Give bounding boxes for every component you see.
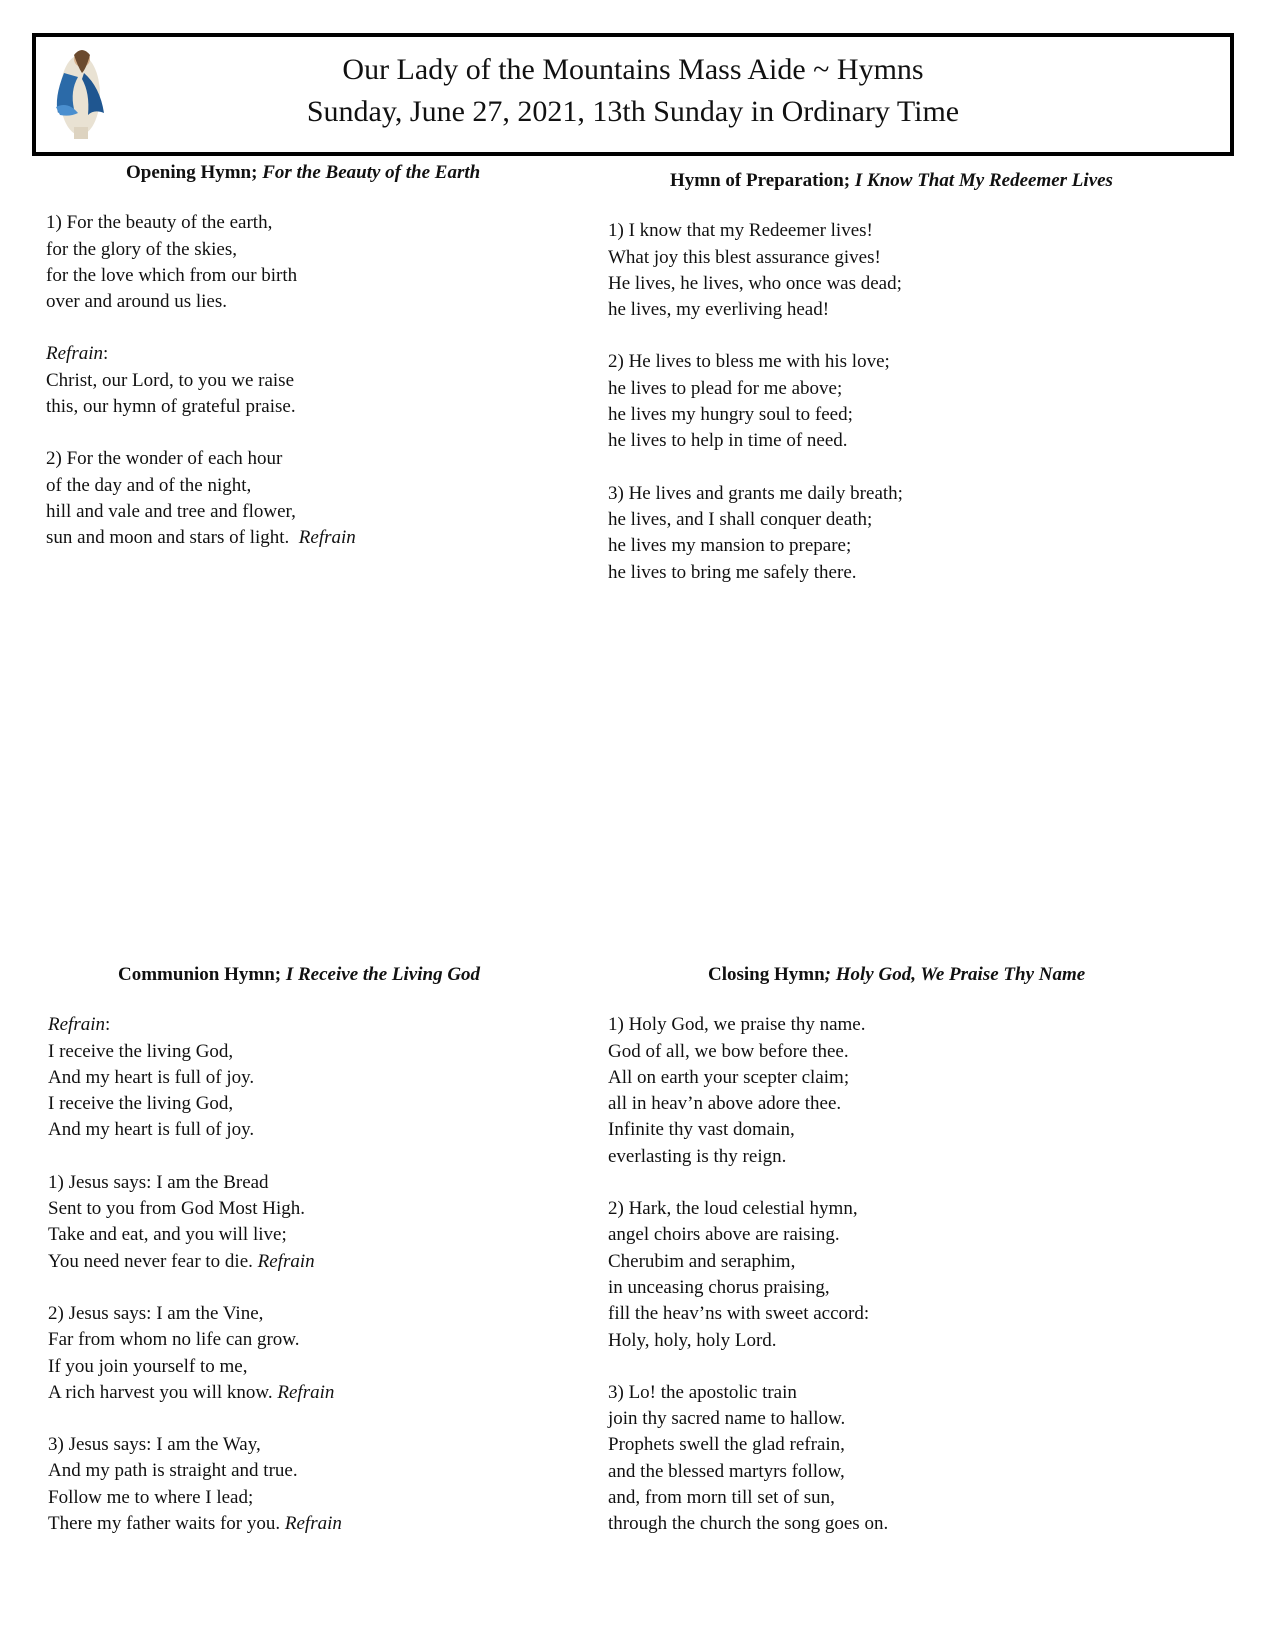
verse-line bbox=[48, 1380, 480, 1406]
refrain-colon: : bbox=[103, 343, 109, 365]
heading-label: Opening Hymn; bbox=[126, 162, 258, 183]
verse-line: 1) For the beauty of the earth, bbox=[46, 212, 273, 234]
heading-label: Communion Hymn; bbox=[118, 964, 282, 985]
verse-line: and the blessed martyrs follow, bbox=[608, 1460, 845, 1482]
refrain-tag: Refrain bbox=[284, 1513, 342, 1535]
verse-line: I receive the living God, bbox=[48, 1040, 234, 1062]
title-line-2: Sunday, June 27, 2021, 13th Sunday in Ordinary Time bbox=[306, 95, 960, 128]
verse-line: Christ, our Lord, to you we raise bbox=[46, 369, 295, 391]
refrain-tag: Refrain bbox=[257, 1250, 315, 1272]
verse-line: 2) He lives to bless me with his love; bbox=[608, 351, 890, 373]
verse-line: 3) Jesus says: I am the Way, bbox=[48, 1434, 261, 1456]
verse-line: join thy sacred name to hallow. bbox=[608, 1408, 846, 1430]
verse-line: Far from whom no life can grow. bbox=[48, 1329, 300, 1351]
verse-line: Cherubim and seraphim, bbox=[608, 1250, 796, 1272]
verse-3 bbox=[608, 1380, 1085, 1538]
refrain-label bbox=[46, 341, 480, 367]
verse-line: for the glory of the skies, bbox=[46, 238, 238, 260]
verse-line: I receive the living God, bbox=[48, 1093, 234, 1115]
verse-line: Sent to you from God Most High. bbox=[48, 1198, 306, 1220]
verse-text: There my father waits for you. bbox=[48, 1513, 281, 1535]
verse-line: 1) Jesus says: I am the Bread bbox=[48, 1171, 269, 1193]
verse-line: he lives to plead for me above; bbox=[608, 377, 843, 399]
verse-line: for the love which from our birth bbox=[46, 264, 298, 286]
verse-line: 1) I know that my Redeemer lives! bbox=[608, 220, 873, 242]
verse-line: over and around us lies. bbox=[46, 291, 227, 313]
heading-semicolon: ; bbox=[824, 964, 831, 985]
communion-hymn-heading bbox=[48, 962, 480, 988]
refrain-tag: Refrain bbox=[277, 1381, 335, 1403]
verse-line: of the day and of the night, bbox=[46, 474, 252, 496]
verse-line bbox=[46, 525, 480, 551]
closing-hymn-heading bbox=[608, 962, 1085, 988]
verse-line: Follow me to where I lead; bbox=[48, 1486, 254, 1508]
refrain bbox=[46, 341, 480, 420]
verse-2 bbox=[608, 349, 1113, 454]
refrain-word: Refrain bbox=[48, 1014, 105, 1036]
heading-label: Closing Hymn bbox=[708, 964, 825, 985]
verse-1 bbox=[608, 218, 1113, 323]
verse-line: 2) For the wonder of each hour bbox=[46, 448, 283, 470]
preparation-hymn bbox=[608, 168, 1113, 612]
verse-line: this, our hymn of grateful praise. bbox=[46, 396, 296, 418]
verse-line: through the church the song goes on. bbox=[608, 1513, 889, 1535]
verse-line: If you join yourself to me, bbox=[48, 1355, 248, 1377]
hymn-title: I Know That My Redeemer Lives bbox=[854, 170, 1113, 191]
verse-line bbox=[48, 1249, 480, 1275]
verse-line: Prophets swell the glad refrain, bbox=[608, 1434, 845, 1456]
verse-text: sun and moon and stars of light. bbox=[46, 527, 290, 549]
verse-1 bbox=[46, 210, 480, 315]
verse-line: And my heart is full of joy. bbox=[48, 1066, 255, 1088]
header-box bbox=[32, 33, 1234, 156]
refrain bbox=[48, 1012, 480, 1143]
verse-line: Take and eat, and you will live; bbox=[48, 1224, 287, 1246]
verse-line: everlasting is thy reign. bbox=[608, 1145, 787, 1167]
verse-1 bbox=[608, 1012, 1085, 1170]
verse-line: All on earth your scepter claim; bbox=[608, 1066, 850, 1088]
verse-line bbox=[48, 1511, 480, 1537]
verse-line: he lives, my everliving head! bbox=[608, 299, 830, 321]
verse-line: And my path is straight and true. bbox=[48, 1460, 298, 1482]
refrain-tag: Refrain bbox=[298, 527, 356, 549]
communion-hymn bbox=[48, 962, 480, 1563]
hymn-title: For the Beauty of the Earth bbox=[262, 162, 481, 183]
verse-line: and, from morn till set of sun, bbox=[608, 1487, 835, 1509]
verse-line: fill the heav’ns with sweet accord: bbox=[608, 1303, 870, 1325]
verse-line: Infinite thy vast domain, bbox=[608, 1119, 795, 1141]
verse-line: in unceasing chorus praising, bbox=[608, 1276, 830, 1298]
verse-line: he lives my hungry soul to feed; bbox=[608, 404, 853, 426]
preparation-hymn-heading bbox=[608, 168, 1113, 194]
refrain-colon: : bbox=[105, 1014, 111, 1036]
refrain-word: Refrain bbox=[46, 343, 103, 365]
verse-line: God of all, we bow before thee. bbox=[608, 1040, 849, 1062]
verse-line: 2) Jesus says: I am the Vine, bbox=[48, 1302, 264, 1324]
verse-text: You need never fear to die. bbox=[48, 1250, 253, 1272]
verse-line: And my heart is full of joy. bbox=[48, 1119, 255, 1141]
opening-hymn-heading bbox=[46, 160, 480, 186]
page-title bbox=[36, 49, 1230, 133]
verse-1 bbox=[48, 1170, 480, 1275]
hymn-title: Holy God, We Praise Thy Name bbox=[835, 964, 1086, 985]
title-line-1: Our Lady of the Mountains Mass Aide ~ Hymns bbox=[342, 53, 924, 86]
verse-line: What joy this blest assurance gives! bbox=[608, 246, 881, 268]
verse-line: hill and vale and tree and flower, bbox=[46, 500, 296, 522]
verse-line: he lives, and I shall conquer death; bbox=[608, 508, 873, 530]
closing-hymn bbox=[608, 962, 1085, 1564]
opening-hymn bbox=[46, 160, 480, 578]
refrain-label bbox=[48, 1012, 480, 1038]
verse-2 bbox=[608, 1196, 1085, 1354]
hymn-title: I Receive the Living God bbox=[285, 964, 481, 985]
verse-2 bbox=[46, 446, 480, 551]
verse-line: 3) Lo! the apostolic train bbox=[608, 1381, 797, 1403]
verse-line: he lives my mansion to prepare; bbox=[608, 535, 852, 557]
verse-line: angel choirs above are raising. bbox=[608, 1224, 840, 1246]
verse-line: he lives to help in time of need. bbox=[608, 430, 848, 452]
verse-line: 3) He lives and grants me daily breath; bbox=[608, 482, 903, 504]
verse-2 bbox=[48, 1301, 480, 1406]
verse-3 bbox=[608, 481, 1113, 586]
verse-line: all in heav’n above adore thee. bbox=[608, 1093, 842, 1115]
verse-text: A rich harvest you will know. bbox=[48, 1381, 273, 1403]
verse-line: He lives, he lives, who once was dead; bbox=[608, 272, 902, 294]
heading-label: Hymn of Preparation; bbox=[670, 170, 851, 191]
verse-line: 2) Hark, the loud celestial hymn, bbox=[608, 1198, 858, 1220]
verse-line: Holy, holy, holy Lord. bbox=[608, 1329, 777, 1351]
verse-line: 1) Holy God, we praise thy name. bbox=[608, 1014, 866, 1036]
verse-3 bbox=[48, 1432, 480, 1537]
verse-line: he lives to bring me safely there. bbox=[608, 561, 857, 583]
